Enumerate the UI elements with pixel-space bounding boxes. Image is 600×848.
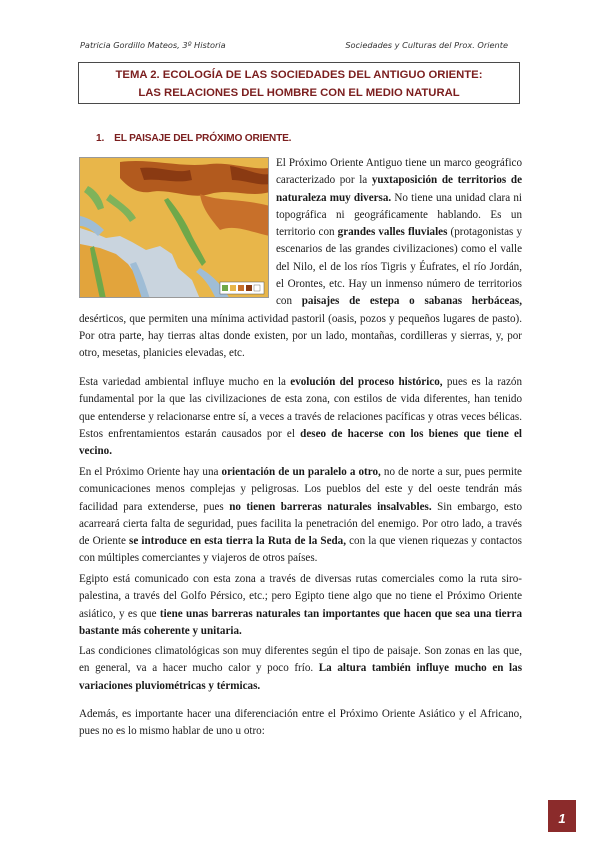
intro-paragraph-block bbox=[79, 155, 522, 363]
paragraph-5: Las condiciones climatológicas son muy diferentes según el tipo de paisaje. Son zonas en las que, en general, va a hacer mucho calor y poco frío. La altura también influye mucho en las variaciones pluviométricas y térmicas. bbox=[79, 645, 523, 692]
paragraph-2: Esta variedad ambiental influye mucho en la evolución del proceso histórico, pues es la razón fundamental por la que las civilizaciones de esta zona, con estilos de vida diferentes, han tenido que entenderse y relacionarse entre sí, a veces a través de relaciones pacíficas y otras veces bélicas. Estos enfrentamientos estarán causados por el deseo de hacerse con los bienes que tiene el vecino. bbox=[79, 376, 522, 458]
document-title bbox=[78, 62, 520, 104]
header-course: Sociedades y Culturas del Prox. Oriente bbox=[345, 40, 508, 50]
title-line-1: TEMA 2. ECOLOGÍA DE LAS SOCIEDADES DEL ANTIGUO ORIENTE: bbox=[115, 69, 483, 81]
paragraph-6: Además, es importante hacer una diferenciación entre el Próximo Oriente Asiático y el Africano, pues no es lo mismo hablar de uno u otro: bbox=[79, 708, 522, 738]
page-header bbox=[80, 40, 520, 50]
header-author: Patricia Gordillo Mateos, 3º Historia bbox=[80, 40, 226, 50]
paragraph-1: El Próximo Oriente Antiguo tiene un marco geográfico caracterizado por la yuxtaposición de territorios de naturaleza muy diversa. No tiene una unidad clara ni topográfica ni geográficamente hablando. Es un territorio con grandes valles fluviales (protagonistas y escenarios de las grandes civilizaciones) como el valle del Nilo, el de los ríos Tigris y Éufrates, el río Jordán, el Orontes, etc. Hay un inmenso número de territorios con paisajes de estepa o sabanas herbáceas, desérticos, que permiten una mínima actividad pastoril (oasis, pozos y pequeños lugares de pasto). Por otra parte, hay tierras altas donde existen, por un lado, montañas, cordilleras y sierras, y, por otro, mesetas, planicies elevadas, etc. bbox=[79, 157, 523, 360]
page-number: 1 bbox=[548, 800, 576, 832]
paragraph-3: En el Próximo Oriente hay una orientación de un paralelo a otro, no de norte a sur, pues permite comunicaciones menos complejas y peligrosas. Los pueblos del este y del oeste tendrán más facilidad para extenderse, pues no tienen barreras naturales insalvables. Sin embargo, esto acarreará cierta falta de seguridad, pues facilita la penetración del enemigo. Por otro lado, a través de Oriente se introduce en esta tierra la Ruta de la Seda, con la que vienen riquezas y contactos con múltiples comerciantes y viajeros de otros países. bbox=[79, 466, 523, 565]
section-title: EL PAISAJE DEL PRÓXIMO ORIENTE. bbox=[114, 133, 292, 144]
title-line-2: LAS RELACIONES DEL HOMBRE CON EL MEDIO NATURAL bbox=[138, 87, 460, 99]
section-heading bbox=[96, 133, 291, 144]
paragraph-4: Egipto está comunicado con esta zona a través de diversas rutas comerciales como la ruta siro-palestina, a través del Golfo Pérsico, etc.; pero Egipto tiene algo que no tiene el Próximo Oriente asiático, y es que tiene unas barreras naturales tan importantes que hacen que sea una tierra bastante más coherente y unitaria. bbox=[79, 573, 522, 637]
section-number: 1. bbox=[96, 133, 105, 144]
